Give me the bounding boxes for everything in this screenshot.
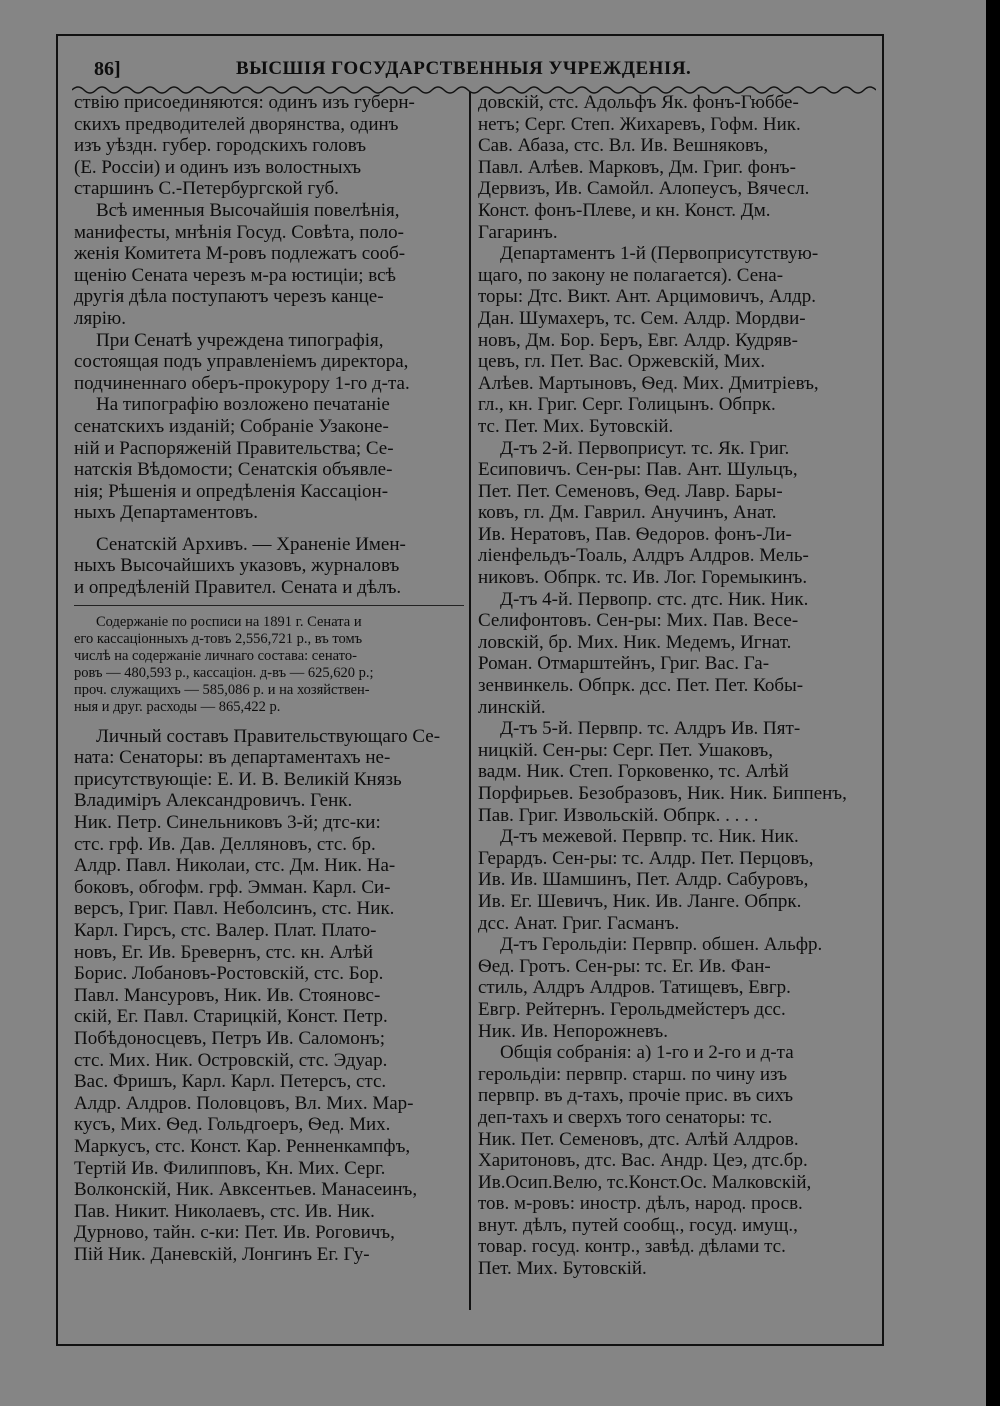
page-number: 86] (94, 58, 121, 80)
text-line: (Е. Россіи) и одинъ изъ волостныхъ (74, 156, 362, 178)
text-line: старшинъ С.-Петербургской губ. (74, 178, 339, 200)
text-line: вадм. Ник. Степ. Горковенко, тс. Алѣй (478, 761, 789, 783)
text-line: Герардъ. Сен-ры: тс. Алдр. Пет. Перцовъ, (478, 847, 814, 869)
text-line: довскій, стс. Адольфъ Як. фонъ-Гюббе- (478, 92, 799, 113)
text-line: Ник. Петр. Синельниковъ 3-й; дтс-ки: (74, 812, 381, 834)
text-line: При Сенатѣ учреждена типографія, (96, 329, 384, 351)
text-line: дсс. Анат. Григ. Гасманъ. (478, 912, 680, 934)
text-line: Дан. Шумахеръ, тс. Сем. Алдр. Мордви- (478, 307, 806, 329)
text-line: скій, Ег. Павл. Старицкій, Конст. Петр. (74, 1006, 388, 1028)
budget-note (74, 614, 464, 716)
text-line: Маркусъ, стс. Конст. Кар. Ренненкампфъ, (74, 1135, 411, 1157)
text-line: Ив. Ив. Шамшинъ, Пет. Алдр. Сабуровъ, (478, 869, 809, 891)
text-line: Ив.Осип.Велю, тс.Конст.Ос. Малковскій, (478, 1171, 812, 1193)
text-line: Побѣдоносцевъ, Петръ Ив. Саломонъ; (74, 1027, 386, 1049)
text-line: скихъ предводителей дворянства, одинъ (74, 113, 399, 135)
running-title: ВЫСШІЯ ГОСУДАРСТВЕННЫЯ УЧРЕЖДЕНІЯ. (236, 58, 692, 79)
text-line: Волконскій, Ник. Авксентьев. Манасеинъ, (74, 1179, 418, 1201)
text-line: Алдр. Алдров. Половцовъ, Вл. Мих. Мар- (74, 1092, 414, 1114)
text-line: Общія собранія: а) 1-го и 2-го и д-та (500, 1042, 794, 1064)
text-line: внут. дѣлъ, путей сообщ., госуд. имущ., (478, 1214, 798, 1236)
text-line: другія дѣла поступаютъ черезъ канце- (74, 286, 384, 308)
text-line: Всѣ именныя Высочайшія повелѣнія, (96, 199, 400, 221)
text-line: Тертій Ив. Филипповъ, Кн. Мих. Серг. (74, 1157, 386, 1179)
text-line: Пав. Григ. Извольскій. Обпрк. . . . . (478, 804, 759, 826)
text-line: На типографію возложено печатаніе (96, 394, 390, 416)
text-line: Порфирьев. Безобразовъ, Ник. Ник. Биппенъ, (478, 783, 847, 804)
text-line: Ник. Пет. Семеновъ, дтс. Алѣй Алдров. (478, 1128, 799, 1150)
right-column (478, 92, 874, 1280)
text-line: Павл. Мансуровъ, Ник. Ив. Стояновс- (74, 984, 381, 1006)
text-line: Алѣев. Мартыновъ, Ѳед. Мих. Дмитріевъ, (478, 372, 819, 394)
page-header (66, 58, 874, 86)
text-line: ныя и друг. расходы — 865,422 р. (74, 698, 281, 715)
text-line: Д-тъ 5-й. Первпр. тс. Алдръ Ив. Пят- (500, 718, 801, 740)
text-line: боковъ, обгофм. грф. Эмман. Карл. Си- (74, 876, 391, 898)
text-line: Сенатскій Архивъ. — Храненіе Имен- (96, 533, 406, 555)
text-line: Ѳед. Гротъ. Сен-ры: тс. Ег. Ив. Фан- (478, 955, 771, 977)
text-line: ныхъ Департаментовъ. (74, 502, 258, 524)
text-line: Конст. фонъ-Плеве, и кн. Конст. Дм. (478, 199, 771, 221)
text-line: сенатскихъ изданій; Собраніе Узаконе- (74, 415, 389, 437)
text-line: щенію Сената черезъ м-ра юстиціи; всѣ (74, 264, 396, 286)
text-line: щаго, по закону не полагается). Сена- (478, 264, 784, 286)
text-line: стиль, Алдръ Алдров. Татищевъ, Евгр. (478, 977, 791, 999)
text-line: Владиміръ Александровичъ. Генк. (74, 790, 353, 812)
text-line: Пав. Никит. Николаевъ, стс. Ив. Ник. (74, 1200, 375, 1222)
text-line: тс. Пет. Мих. Бутовскій. (478, 415, 674, 437)
text-line: Ив. Ег. Шевичъ, Ник. Ив. Ланге. Обпрк. (478, 890, 802, 912)
text-line: ній и Распоряженій Правительства; Се- (74, 437, 394, 459)
text-line: Павл. Алѣев. Марковъ, Дм. Григ. фонъ- (478, 156, 796, 178)
text-line: ровъ — 480,593 р., кассаціон. д-въ — 625,620 р.; (74, 664, 374, 681)
text-line: торы: Дтс. Викт. Ант. Арцимовичъ, Алдр. (478, 286, 816, 308)
text-line: Дурново, тайн. с-ки: Пет. Ив. Роговичъ, (74, 1222, 395, 1244)
text-line: ницкій. Сен-ры: Серг. Пет. Ушаковъ, (478, 739, 774, 761)
text-line: зенвинкель. Обпрк. дсс. Пет. Пет. Кобы- (478, 675, 804, 697)
text-line: Пет. Пет. Семеновъ, Ѳед. Лавр. Бары- (478, 480, 783, 502)
text-line: проч. служащихъ — 585,086 р. и на хозяйствен- (74, 681, 370, 698)
text-line: Есиповичъ. Сен-ры: Пав. Ант. Шульцъ, (478, 459, 798, 481)
text-line: Д-тъ 4-й. Первопр. стс. дтс. Ник. Ник. (500, 588, 809, 610)
text-line: подчиненнаго оберъ-прокурору 1-го д-та. (74, 372, 410, 394)
section-rule (74, 605, 464, 606)
text-line: Борис. Лобановъ-Ростовскій, стс. Бор. (74, 963, 384, 985)
text-line: изъ уѣздн. губер. городскихъ головъ (74, 135, 367, 157)
text-line: и опредѣленій Правител. Сената и дѣлъ. (74, 577, 402, 599)
text-line: нія; Рѣшенія и опредѣленія Кассаціон- (74, 480, 389, 502)
text-line: Гагаринъ. (478, 221, 558, 243)
text-line: нетъ; Серг. Степ. Жихаревъ, Гофм. Ник. (478, 113, 801, 135)
text-line: Харитоновъ, дтс. Вас. Андр. Цеэ, дтс.бр. (478, 1150, 808, 1172)
text-line: ната: Сенаторы: въ департаментахъ не- (74, 747, 391, 769)
text-line: женія Комитета М-ровъ подлежатъ сооб- (74, 243, 406, 265)
text-line: состоящая подъ управленіемъ директора, (74, 351, 409, 373)
text-line: Д-тъ межевой. Первпр. тс. Ник. Ник. (500, 826, 799, 848)
text-line: ковъ, гл. Дм. Гаврил. Анучинъ, Анат. (478, 502, 777, 524)
text-line: Ив. Нератовъ, Пав. Ѳедоров. фонъ-Ли- (478, 523, 792, 545)
text-line: Селифонтовъ. Сен-ры: Мих. Пав. Весе- (478, 610, 799, 632)
text-line: натскія Вѣдомости; Сенатскія объявле- (74, 459, 393, 481)
text-line: лярію. (74, 307, 126, 329)
text-line: Личный составъ Правительствующаго Се- (96, 725, 441, 747)
text-line: деп-тахъ и сверхъ того сенаторы: тс. (478, 1106, 773, 1128)
text-line: стс. грф. Ив. Дав. Делляновъ, стс. бр. (74, 833, 376, 855)
text-line: Алдр. Павл. Николаи, стс. Дм. Ник. На- (74, 855, 396, 877)
text-line: новъ, Ег. Ив. Бревернъ, стс. кн. Алѣй (74, 941, 374, 963)
text-line: тов. м-ровъ: иностр. дѣлъ, народ. просв. (478, 1193, 803, 1215)
text-line: первпр. въ д-тахъ, прочіе прис. въ сихъ (478, 1085, 794, 1107)
text-line: его кассаціонныхъ д-товъ 2,556,721 р., въ томъ (74, 630, 363, 647)
text-line: ныхъ Высочайшихъ указовъ, журналовъ (74, 555, 400, 577)
text-line: ствію присоединяются: одинъ изъ губерн- (74, 92, 415, 113)
text-line: Ник. Ив. Непорожневъ. (478, 1020, 668, 1042)
text-line: герольдіи: первпр. старш. по чину изъ (478, 1063, 788, 1085)
text-line: Департаментъ 1-й (Первоприсутствую- (500, 243, 819, 265)
text-line: ліенфельдъ-Тоаль, Алдръ Алдров. Мель- (478, 545, 809, 567)
text-line: Карл. Гирсъ, стс. Валер. Плат. Плато- (74, 920, 377, 941)
text-line: присутствующіе: Е. И. В. Великій Князь (74, 768, 402, 790)
text-line: Сав. Абаза, стс. Вл. Ив. Вешняковъ, (478, 135, 769, 157)
text-line: Роман. Отмарштейнъ, Григ. Вас. Га- (478, 653, 770, 675)
text-line: никовъ. Обпрк. тс. Ив. Лог. Горемыкинъ. (478, 567, 808, 589)
text-line: кусъ, Мих. Ѳед. Гольдгоеръ, Ѳед. Мих. (74, 1114, 391, 1136)
text-line: Пет. Мих. Бутовскій. (478, 1258, 647, 1280)
text-line: ловскій, бр. Мих. Ник. Медемъ, Игнат. (478, 631, 792, 653)
text-line: версъ, Григ. Павл. Неболсинъ, стс. Ник. (74, 898, 395, 920)
text-line: гл., кн. Григ. Серг. Голицынъ. Обпрк. (478, 394, 776, 416)
column-divider (469, 92, 471, 1310)
text-line: Пій Ник. Даневскій, Лонгинъ Ег. Гу- (74, 1243, 370, 1265)
text-line: линскій. (478, 696, 546, 718)
text-line: товар. госуд. контр., завѣд. дѣлами тс. (478, 1236, 786, 1258)
text-line: числѣ на содержаніе личнаго состава: сенато- (74, 647, 357, 664)
text-line: Евгр. Рейтернъ. Герольдмейстеръ дсс. (478, 998, 786, 1020)
text-line: стс. Мих. Ник. Островскій, стс. Эдуар. (74, 1049, 388, 1071)
text-line: Дервизъ, Ив. Самойл. Алопеусъ, Вячесл. (478, 178, 810, 200)
text-line: манифесты, мнѣнія Госуд. Совѣта, поло- (74, 221, 404, 243)
text-line: Содержаніе по росписи на 1891 г. Сената и (96, 613, 362, 630)
left-column (74, 92, 464, 1266)
text-line: Д-тъ Герольдіи: Первпр. обшен. Альфр. (500, 934, 823, 956)
text-line: Д-тъ 2-й. Первоприсут. тс. Як. Григ. (500, 437, 790, 459)
text-line: новъ, Дм. Бор. Беръ, Евг. Алдр. Кудряв- (478, 329, 798, 351)
text-line: Вас. Фришъ, Карл. Карл. Петерсъ, стс. (74, 1071, 387, 1093)
text-line: цевъ, гл. Пет. Вас. Оржевскій, Мих. (478, 351, 766, 373)
